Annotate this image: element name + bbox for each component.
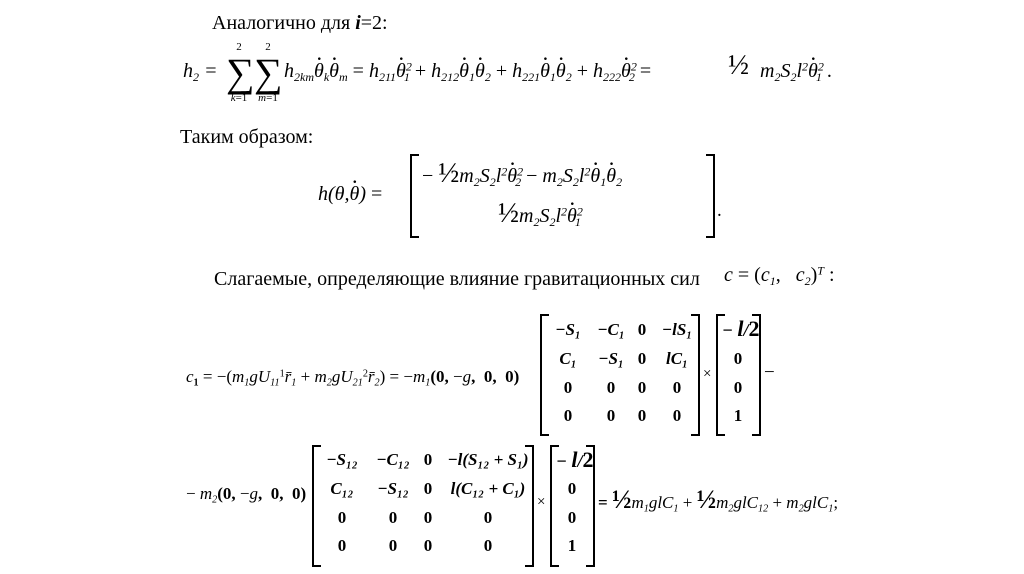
m1-r3c4: 0 bbox=[672, 378, 682, 397]
c1-second-term: − $m_2(0$, −g, 0, 0) bbox=[186, 484, 307, 506]
right-bracket bbox=[706, 154, 715, 238]
m2-r4c3: 0 bbox=[423, 536, 433, 555]
m1-r3c2: 0 bbox=[606, 378, 616, 397]
m1-r2c3: 0 bbox=[637, 349, 647, 368]
c-vector: $c = (c_1$, $c_2)^T$ : bbox=[724, 263, 835, 289]
c1-result: = $\frac{1}{2}m_1glC_1$ + $\frac{1}{2}m_2glC_{12} + m_2glC_1$; bbox=[598, 485, 839, 515]
heading-prefix: Аналогично для bbox=[212, 12, 356, 34]
v1-r4: 1 bbox=[733, 406, 743, 425]
m2-r2c2: −S₁₂ bbox=[377, 479, 409, 498]
m2-r2c4: l(C₁₂ + C₁) bbox=[450, 479, 526, 498]
m1-r4c4: 0 bbox=[672, 406, 682, 425]
h2-expansion: $h_{2km}\cdot \theta_k\cdot \theta_m = h_{211}\cdot \theta^2_1 + h_{212}\cdot \theta_1\cdot \theta_2 + h_{221}\cdot \theta_1\cdot \theta_2 + h_{222}\cdot \theta^2_2$ = bbox=[284, 60, 651, 83]
m2-r1c2: −C₁₂ bbox=[376, 450, 410, 469]
period: . bbox=[717, 200, 722, 221]
m2-r2c1: C₁₂ bbox=[330, 479, 354, 498]
h-vector-row2: $\frac{1}{2}m_2S_2l^2\cdot \theta^2_1$ bbox=[498, 198, 581, 230]
v1-r2: 0 bbox=[733, 349, 743, 368]
heading-thus: Таким образом: bbox=[180, 126, 314, 148]
v2-r1: − l/2 bbox=[556, 447, 594, 472]
m1-r1c4: −lS₁ bbox=[661, 320, 693, 339]
heading-suffix: =2: bbox=[360, 12, 388, 34]
m2-r4c4: 0 bbox=[483, 536, 493, 555]
heading-var: i bbox=[355, 12, 361, 34]
m2-r4c2: 0 bbox=[388, 536, 398, 555]
v2-r4: 1 bbox=[567, 536, 577, 555]
m1-r4c1: 0 bbox=[563, 406, 573, 425]
m2-r1c4: −l(S₁₂ + S₁) bbox=[447, 450, 529, 469]
v1-r3: 0 bbox=[733, 378, 743, 397]
m1-r4c3: 0 bbox=[637, 406, 647, 425]
m1-r3c3: 0 bbox=[637, 378, 647, 397]
v1-r1: − l/2 bbox=[722, 316, 760, 341]
sum-k: 2 ∑ k=1 bbox=[226, 41, 255, 104]
m1-r4c2: 0 bbox=[606, 406, 616, 425]
m2-r2c3: 0 bbox=[423, 479, 433, 498]
m2-r4c1: 0 bbox=[337, 536, 347, 555]
v2-r3: 0 bbox=[567, 508, 577, 527]
left-bracket bbox=[410, 154, 419, 238]
times-sign-1: × bbox=[703, 366, 712, 382]
h2-result: $m_2S_2l^2\cdot \theta^2_1$ . bbox=[760, 60, 832, 83]
m1-r2c1: C₁ bbox=[559, 349, 577, 368]
sum-m: 2 ∑ m=1 bbox=[254, 41, 283, 104]
m2-r3c1: 0 bbox=[337, 508, 347, 527]
times-sign-2: × bbox=[537, 494, 546, 510]
v2-r2: 0 bbox=[567, 479, 577, 498]
m2-r1c1: −S₁₂ bbox=[326, 450, 358, 469]
half-frac-1: ½ bbox=[728, 50, 749, 81]
heading-analogous bbox=[212, 12, 388, 35]
m1-r1c2: −C₁ bbox=[597, 320, 625, 339]
m2-r3c3: 0 bbox=[423, 508, 433, 527]
h-vector-row1: − $\frac{1}{2}m_2S_2l^2\cdot \theta^2_2 - m_2S_2l^2\cdot \theta_1\cdot \theta_2$ bbox=[422, 158, 622, 190]
minus-sign: − bbox=[764, 362, 775, 383]
m1-r2c2: −S₁ bbox=[598, 349, 624, 368]
h2-lhs: $h_2$ = bbox=[183, 60, 218, 85]
heading-gravity: Слагаемые, определяющие влияние гравитационных сил bbox=[214, 268, 700, 290]
m2-r3c4: 0 bbox=[483, 508, 493, 527]
m1-r3c1: 0 bbox=[563, 378, 573, 397]
c1-lhs: $c_1$ = $-(m_1gU_{11}^1r̄_1$ + $m_2gU_{21}^2r̄_2) = -m_1(0$, −g, 0, 0) bbox=[186, 367, 520, 389]
m1-r1c3: 0 bbox=[637, 320, 647, 339]
h-vector-lhs: h(θ,· θ) = bbox=[318, 183, 382, 206]
m1-r2c4: lC₁ bbox=[666, 349, 688, 368]
m2-r1c3: 0 bbox=[423, 450, 433, 469]
m1-r1c1: −S₁ bbox=[555, 320, 581, 339]
m2-r3c2: 0 bbox=[388, 508, 398, 527]
